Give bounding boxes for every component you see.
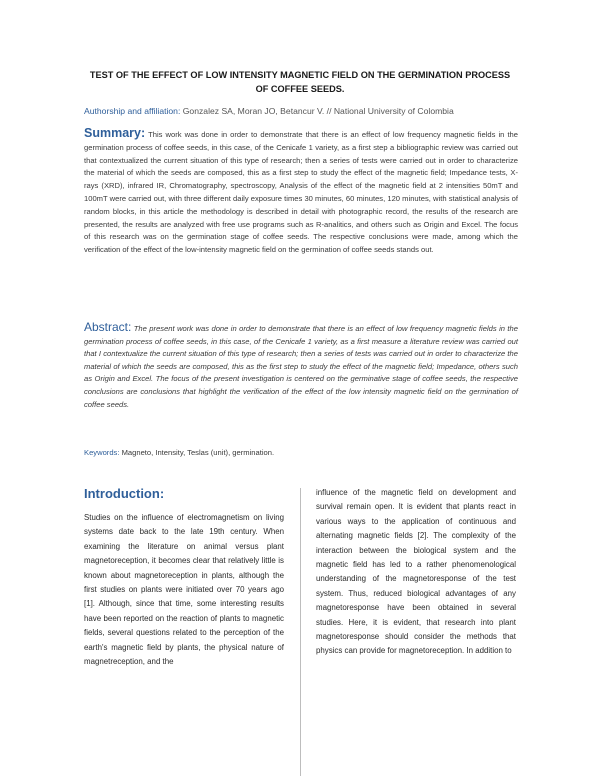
left-column: [84, 486, 284, 669]
authorship-label: Authorship and affiliation:: [84, 106, 181, 116]
introduction-col2-text: influence of the magnetic field on development and survival remain open. It is evident that plants react in various ways to the application of continuous and alternating magnetic fields [2]. The complexity of the interaction between the biological system and the magnetic field has led to a rather phenomenological understanding of the magnetoresponse of the test system. Thus, reduced biological advantages of any magnetoresponse have been obtained in several studies. Here, it is evident, that research into plant magnetoresponse should consider the methods that physics can provide for magnetoreception. In addition to: [316, 488, 516, 656]
column-divider: [300, 488, 301, 776]
abstract-paragraph: [84, 321, 518, 411]
right-column: [316, 486, 516, 659]
summary-paragraph: [84, 127, 518, 257]
keywords-line: [84, 447, 518, 459]
keywords-text: Magneto, Intensity, Teslas (unit), germination.: [121, 448, 275, 457]
paper-title: TEST OF THE EFFECT OF LOW INTENSITY MAGNETIC FIELD ON THE GERMINATION PROCESS OF COFFEE SEEDS.: [89, 70, 511, 94]
summary-label: Summary:: [84, 126, 146, 140]
keywords-label: Keywords:: [84, 448, 120, 457]
introduction-heading: Introduction:: [84, 486, 165, 501]
authorship-text: Gonzalez SA, Moran JO, Betancur V. // National University of Colombia: [182, 106, 454, 116]
authorship-line: [84, 105, 524, 117]
abstract-label: Abstract:: [84, 320, 132, 334]
abstract-text: The present work was done in order to demonstrate that there is an effect of low frequency magnetic fields in the germination process of coffee seeds, in this case, of the Cenicafe 1 variety, as a first measure a literature review was carried out that I contextualize the current situation of this type of research; then a series of tests was carried out in order to characterize the material of which the seeds are composed, this as the first step to study the effect of the magnetic field; Impedance, others such as Origin and Excel. The focus of the present investigation is centered on the germinative stage of coffee seeds, the respective conclusions are conclusions that highlight the verification of the effect of the low intensity magnetic field on the germination of coffee seeds.: [84, 324, 518, 409]
summary-text: This work was done in order to demonstrate that there is an effect of low frequency magnetic fields in the germination process of coffee seeds, in this case, of the Cenicafe 1 variety, as a first step a bibliographic review was carried out that contextualized the current situation of this type of research; then a series of tests were carried out in order to characterize the material of which the seeds are composed, this as a first step to study the effect of the magnetic field; Impedance tests, X-rays (XRD), infrared IR, Chromatography, spectroscopy, Analysis of the effect of the magnetic field at 2 intensities 50mT and 100mT were carried out, with three different daily exposure times 30 minutes, 60 minutes, 120 minutes, with statistical analysis of random blocks, in this article the methodology is described in detail with photographic record, the results of the research are presented, the results are analyzed with free use programs such as R-analitics, and others such as Origin and Excel. The focus of this research was on the germination stage of coffee seeds. The respective conclusions were made, among which the verification of the effect of the low-intensity magnetic field on the germination of coffee seeds stands out.: [84, 130, 518, 255]
introduction-col1-text: Studies on the influence of electromagnetism on living systems date back to the late 19th century. When examining the literature on animal versus plant magnetoreception, it becomes clear that relatively little is known about magnetoreception in plants, although the first studies on plants were initiated over 70 years ago [1]. Although, since that time, some interesting results have been reported on the reaction of plants to magnetic fields, several questions related to the perception of the earth's magnetic field by plants, the physical nature of magnetreception, and the: [84, 513, 284, 667]
